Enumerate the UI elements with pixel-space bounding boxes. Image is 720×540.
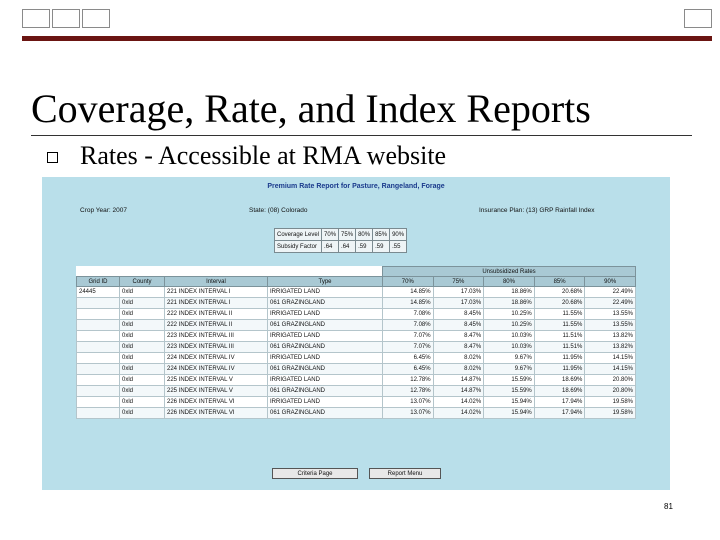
- table-cell: 15.94%: [484, 408, 535, 419]
- table-cell: 22.49%: [585, 298, 636, 309]
- criteria-page-button[interactable]: Criteria Page: [272, 468, 358, 479]
- header-spacer: [77, 267, 383, 277]
- table-cell: 221 INDEX INTERVAL I: [165, 287, 268, 298]
- table-cell: 18.86%: [484, 298, 535, 309]
- table-cell: 0xld: [120, 353, 165, 364]
- table-cell: 11.95%: [534, 353, 585, 364]
- table-cell: 8.02%: [433, 364, 484, 375]
- table-cell: 0xld: [120, 342, 165, 353]
- decor-square: [684, 9, 712, 28]
- table-cell: 0xld: [120, 364, 165, 375]
- accent-bar: [22, 36, 712, 41]
- table-cell: 225 INDEX INTERVAL V: [165, 386, 268, 397]
- table-cell: 11.51%: [534, 342, 585, 353]
- table-cell: [77, 298, 120, 309]
- table-cell: [77, 320, 120, 331]
- table-cell: 0xld: [120, 375, 165, 386]
- subsidy-table: [274, 228, 407, 253]
- table-cell: 061 GRAZINGLAND: [268, 342, 383, 353]
- table-row: [77, 298, 636, 309]
- table-cell: 061 GRAZINGLAND: [268, 364, 383, 375]
- table-cell: [77, 353, 120, 364]
- table-cell: 224 INDEX INTERVAL IV: [165, 353, 268, 364]
- table-row: [77, 320, 636, 331]
- table-cell: 8.45%: [433, 309, 484, 320]
- column-header: 80%: [484, 277, 535, 287]
- rates-table: [76, 266, 636, 419]
- table-cell: 8.47%: [433, 331, 484, 342]
- table-cell: [77, 309, 120, 320]
- page-number: 81: [664, 502, 673, 511]
- table-row: [77, 408, 636, 419]
- unsubsidized-header: Unsubsidized Rates: [383, 267, 636, 277]
- table-cell: 13.55%: [585, 320, 636, 331]
- table-cell: 224 INDEX INTERVAL IV: [165, 364, 268, 375]
- table-cell: IRRIGATED LAND: [268, 353, 383, 364]
- table-cell: 7.08%: [383, 309, 434, 320]
- table-cell: 14.15%: [585, 353, 636, 364]
- table-cell: 0xld: [120, 331, 165, 342]
- column-header: 70%: [383, 277, 434, 287]
- table-cell: [77, 331, 120, 342]
- table-cell: [77, 397, 120, 408]
- table-cell: 061 GRAZINGLAND: [268, 386, 383, 397]
- table-cell: IRRIGATED LAND: [268, 375, 383, 386]
- table-cell: 14.15%: [585, 364, 636, 375]
- state: State: (08) Colorado: [249, 207, 308, 214]
- table-cell: 9.67%: [484, 364, 535, 375]
- table-cell: 24445: [77, 287, 120, 298]
- table-cell: 12.78%: [383, 386, 434, 397]
- table-cell: 17.03%: [433, 298, 484, 309]
- report-title: Premium Rate Report for Pasture, Rangeland, Forage: [267, 183, 445, 190]
- table-cell: IRRIGATED LAND: [268, 397, 383, 408]
- table-cell: 0xld: [120, 320, 165, 331]
- table-cell: 223 INDEX INTERVAL III: [165, 342, 268, 353]
- report-menu-button[interactable]: Report Menu: [369, 468, 441, 479]
- coverage-value: 70%: [322, 229, 339, 241]
- table-cell: 13.07%: [383, 408, 434, 419]
- table-cell: 14.85%: [383, 287, 434, 298]
- table-cell: 20.68%: [534, 298, 585, 309]
- bullet-text: Rates - Accessible at RMA website: [80, 141, 447, 170]
- table-cell: 8.47%: [433, 342, 484, 353]
- table-cell: 11.55%: [534, 320, 585, 331]
- table-cell: 22.49%: [585, 287, 636, 298]
- table-cell: 10.03%: [484, 331, 535, 342]
- table-cell: 17.94%: [534, 408, 585, 419]
- coverage-label: Coverage Level: [275, 229, 322, 241]
- table-row: [77, 331, 636, 342]
- table-cell: 12.78%: [383, 375, 434, 386]
- table-cell: 9.67%: [484, 353, 535, 364]
- table-cell: 0xld: [120, 309, 165, 320]
- subsidy-value: .64: [322, 241, 339, 253]
- coverage-value: 80%: [356, 229, 373, 241]
- table-cell: 18.69%: [534, 375, 585, 386]
- table-cell: 0xld: [120, 408, 165, 419]
- table-cell: 226 INDEX INTERVAL VI: [165, 397, 268, 408]
- table-cell: 20.68%: [534, 287, 585, 298]
- table-cell: 223 INDEX INTERVAL III: [165, 331, 268, 342]
- table-cell: 061 GRAZINGLAND: [268, 298, 383, 309]
- table-cell: 20.80%: [585, 375, 636, 386]
- report-screenshot: [42, 177, 670, 490]
- column-header: 75%: [433, 277, 484, 287]
- column-header: 90%: [585, 277, 636, 287]
- table-cell: 061 GRAZINGLAND: [268, 408, 383, 419]
- decor-square: [22, 9, 50, 28]
- table-cell: 221 INDEX INTERVAL I: [165, 298, 268, 309]
- table-cell: 13.82%: [585, 331, 636, 342]
- table-row: [77, 287, 636, 298]
- table-cell: 0xld: [120, 397, 165, 408]
- subsidy-row: [275, 241, 407, 253]
- table-cell: 226 INDEX INTERVAL VI: [165, 408, 268, 419]
- table-cell: [77, 364, 120, 375]
- crop-year: Crop Year: 2007: [80, 207, 127, 214]
- column-header: Interval: [165, 277, 268, 287]
- table-row: [77, 386, 636, 397]
- coverage-value: 90%: [390, 229, 407, 241]
- table-cell: IRRIGATED LAND: [268, 309, 383, 320]
- table-cell: 11.95%: [534, 364, 585, 375]
- table-row: [77, 375, 636, 386]
- table-cell: 11.55%: [534, 309, 585, 320]
- table-cell: 222 INDEX INTERVAL II: [165, 320, 268, 331]
- table-cell: 7.08%: [383, 320, 434, 331]
- subsidy-value: .59: [373, 241, 390, 253]
- table-cell: IRRIGATED LAND: [268, 331, 383, 342]
- table-cell: 14.87%: [433, 386, 484, 397]
- table-cell: 0xld: [120, 287, 165, 298]
- table-cell: [77, 408, 120, 419]
- subsidy-value: .59: [356, 241, 373, 253]
- table-cell: 19.58%: [585, 408, 636, 419]
- table-cell: 7.07%: [383, 331, 434, 342]
- table-cell: 0xld: [120, 386, 165, 397]
- table-cell: 14.02%: [433, 397, 484, 408]
- table-cell: 8.02%: [433, 353, 484, 364]
- table-cell: [77, 375, 120, 386]
- table-cell: 7.07%: [383, 342, 434, 353]
- coverage-row: [275, 229, 407, 241]
- column-header-row: [77, 277, 636, 287]
- column-header: County: [120, 277, 165, 287]
- table-cell: 15.94%: [484, 397, 535, 408]
- table-cell: 11.51%: [534, 331, 585, 342]
- table-cell: 18.69%: [534, 386, 585, 397]
- slide-title: Coverage, Rate, and Index Reports: [31, 86, 591, 131]
- table-row: [77, 364, 636, 375]
- table-cell: 225 INDEX INTERVAL V: [165, 375, 268, 386]
- group-header-row: [77, 267, 636, 277]
- subsidy-value: .55: [390, 241, 407, 253]
- table-cell: 14.87%: [433, 375, 484, 386]
- table-cell: 18.86%: [484, 287, 535, 298]
- table-cell: 13.07%: [383, 397, 434, 408]
- table-cell: 10.03%: [484, 342, 535, 353]
- table-cell: 061 GRAZINGLAND: [268, 320, 383, 331]
- table-cell: 15.59%: [484, 386, 535, 397]
- table-cell: 13.55%: [585, 309, 636, 320]
- column-header: Grid ID: [77, 277, 120, 287]
- table-cell: 222 INDEX INTERVAL II: [165, 309, 268, 320]
- column-header: 85%: [534, 277, 585, 287]
- table-cell: [77, 386, 120, 397]
- table-row: [77, 342, 636, 353]
- bullet-square-icon: [47, 152, 58, 163]
- table-row: [77, 397, 636, 408]
- subsidy-label: Subsidy Factor: [275, 241, 322, 253]
- table-cell: 8.45%: [433, 320, 484, 331]
- table-cell: 19.58%: [585, 397, 636, 408]
- column-header: Type: [268, 277, 383, 287]
- table-cell: [77, 342, 120, 353]
- table-cell: 0xld: [120, 298, 165, 309]
- insurance-plan: Insurance Plan: (13) GRP Rainfall Index: [479, 207, 595, 214]
- decor-square: [52, 9, 80, 28]
- table-cell: 10.25%: [484, 320, 535, 331]
- subsidy-value: .64: [339, 241, 356, 253]
- table-cell: 20.80%: [585, 386, 636, 397]
- top-decor-bar: [22, 9, 712, 39]
- coverage-value: 85%: [373, 229, 390, 241]
- decor-square: [82, 9, 110, 28]
- table-row: [77, 309, 636, 320]
- table-row: [77, 353, 636, 364]
- table-cell: 15.59%: [484, 375, 535, 386]
- table-cell: 6.45%: [383, 364, 434, 375]
- table-cell: 6.45%: [383, 353, 434, 364]
- table-cell: 10.25%: [484, 309, 535, 320]
- table-cell: IRRIGATED LAND: [268, 287, 383, 298]
- title-divider: [31, 135, 692, 136]
- table-cell: 14.02%: [433, 408, 484, 419]
- table-cell: 17.03%: [433, 287, 484, 298]
- coverage-value: 75%: [339, 229, 356, 241]
- table-cell: 17.94%: [534, 397, 585, 408]
- table-cell: 13.82%: [585, 342, 636, 353]
- table-cell: 14.85%: [383, 298, 434, 309]
